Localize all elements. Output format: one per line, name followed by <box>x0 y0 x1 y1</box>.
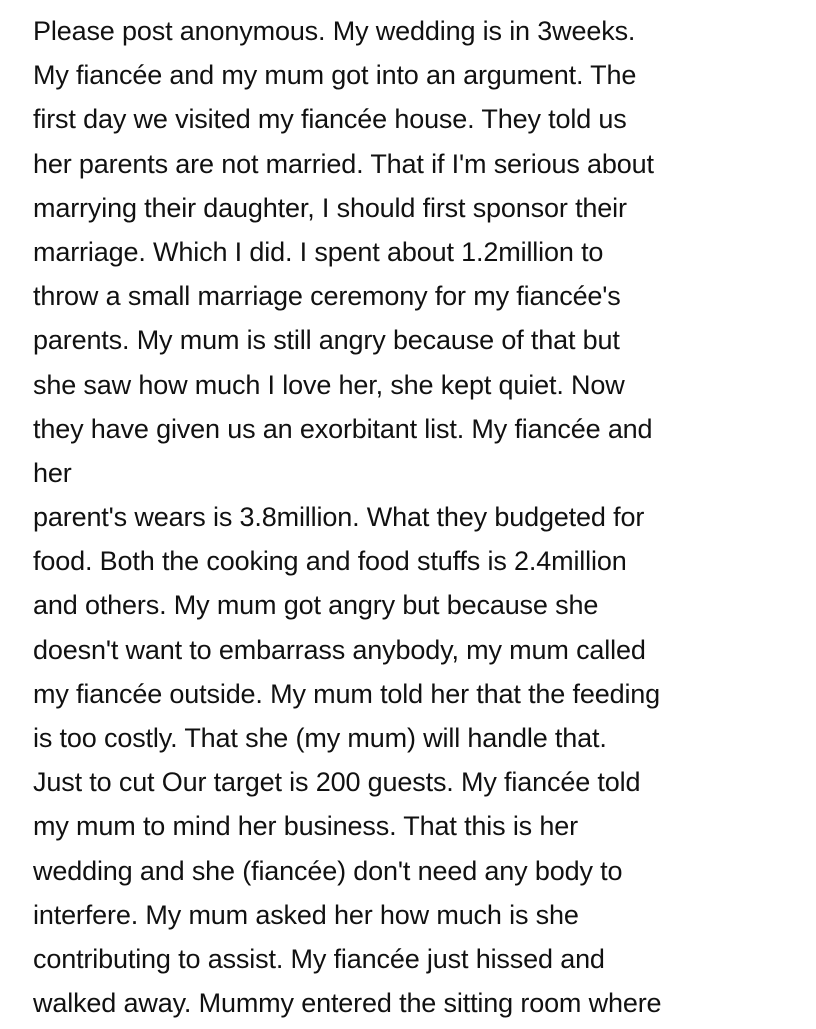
text-line: throw a small marriage ceremony for my fiancée's <box>33 281 621 312</box>
text-line: my fiancée outside. My mum told her that the feeding <box>33 678 661 709</box>
text-line: My fiancée and my mum got into an argument. The <box>33 60 637 91</box>
text-line: her parents are not married. That if I'm serious about <box>33 148 654 179</box>
text-line: Please post anonymous. My wedding is in 3weeks. <box>33 16 636 46</box>
text-line: marrying their daughter, I should first sponsor their <box>33 192 627 223</box>
text-line: wedding and she (fiancée) don't need any body to <box>33 855 623 886</box>
text-line: contributing to assist. My fiancée just hissed and <box>33 943 605 974</box>
text-line: parent's wears is 3.8million. What they budgeted for <box>33 502 645 533</box>
text-line: marriage. Which I did. I spent about 1.2million to <box>33 236 604 267</box>
text-line: parents. My mum is still angry because of that but <box>33 325 620 356</box>
text-line: doesn't want to embarrass anybody, my mum called <box>33 634 646 665</box>
text-line: and others. My mum got angry but because she <box>33 590 599 621</box>
text-line: Just to cut Our target is 200 guests. My fiancée told <box>33 767 641 798</box>
post-text <box>33 9 813 1025</box>
text-line: interfere. My mum asked her how much is she <box>33 899 579 930</box>
text-line: she saw how much I love her, she kept quiet. Now <box>33 369 625 400</box>
text-line: my mum to mind her business. That this is her <box>33 811 578 842</box>
text-line: food. Both the cooking and food stuffs is 2.4million <box>33 546 627 577</box>
text-line: walked away. Mummy entered the sitting room where <box>33 988 662 1019</box>
text-line: her <box>33 457 72 488</box>
text-line: they have given us an exorbitant list. My fiancée and <box>33 413 653 444</box>
text-line: is too costly. That she (my mum) will handle that. <box>33 723 607 753</box>
text-line: first day we visited my fiancée house. They told us <box>33 104 627 135</box>
